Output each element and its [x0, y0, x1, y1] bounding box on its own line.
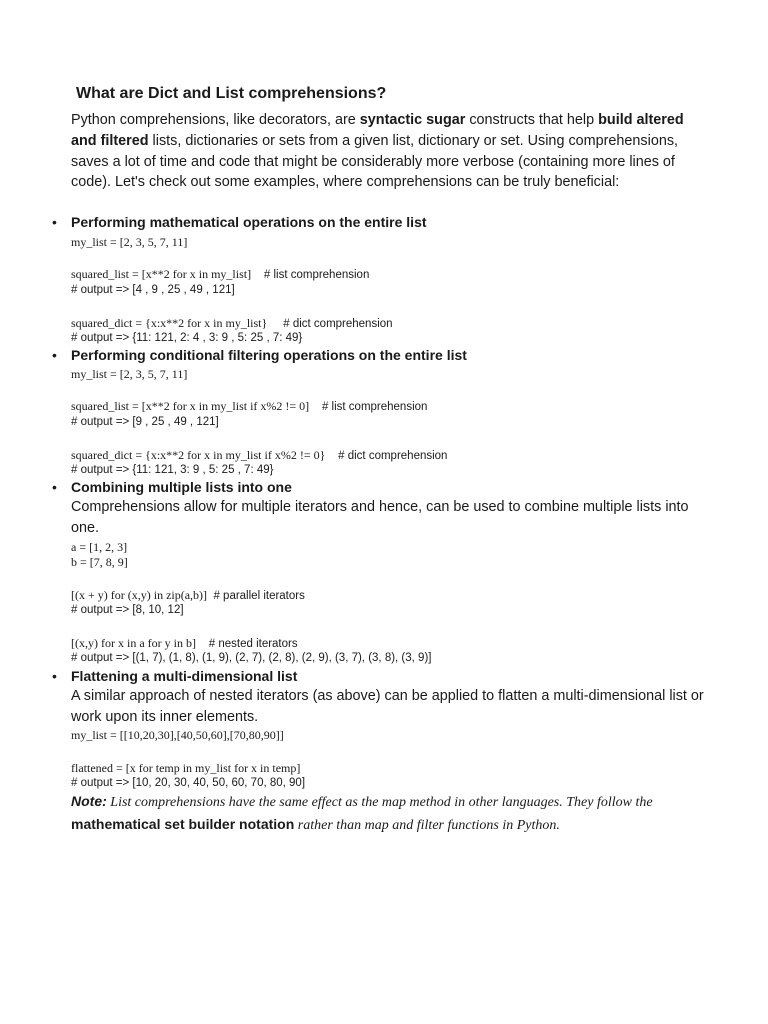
- section-description: Comprehensions allow for multiple iterators and hence, can be used to combine multiple lists into one.: [71, 499, 689, 536]
- output-line: # output => [8, 10, 12]: [71, 604, 184, 616]
- note-text-1: List comprehensions have the same effect as the map method in other languages. They follow the: [106, 795, 653, 810]
- output-line: # output => [10, 20, 30, 40, 50, 60, 70, 80, 90]: [71, 777, 306, 789]
- code-comment: # dict comprehension: [325, 450, 448, 462]
- output-line: # output => {11: 121, 2: 4 , 3: 9 , 5: 25 , 7: 49}: [71, 332, 303, 344]
- code-text: squared_dict = {x:x**2 for x in my_list if x%2 != 0}: [71, 448, 326, 462]
- output-line: # output => {11: 121, 3: 9 , 5: 25 , 7: 49}: [71, 464, 274, 476]
- output-line: # output => [(1, 7), (1, 8), (1, 9), (2, 7), (2, 8), (2, 9), (3, 7), (3, 8), (3, 9)]: [71, 652, 432, 664]
- note-bold: mathematical set builder notation: [71, 815, 295, 832]
- section-title: Performing conditional filtering operations on the entire list: [71, 347, 467, 363]
- bullet-marker: •: [52, 347, 57, 363]
- code-line: my_list = [[10,20,30],[40,50,60],[70,80,90]]: [71, 728, 284, 742]
- output-line: # output => [4 , 9 , 25 , 49 , 121]: [71, 284, 235, 296]
- intro-text-2: constructs that help: [465, 112, 599, 128]
- code-line: [71, 316, 393, 332]
- code-text: squared_list = [x**2 for x in my_list if x%2 != 0]: [71, 399, 310, 413]
- code-line: [71, 267, 369, 283]
- code-line: [71, 636, 298, 652]
- section-description: A similar approach of nested iterators (as above) can be applied to flatten a multi-dimensional list or work upon its inner elements.: [71, 688, 704, 725]
- intro-bold-1: syntactic sugar: [359, 112, 466, 128]
- code-comment: # dict comprehension: [267, 318, 393, 330]
- code-comment: # parallel iterators: [207, 590, 305, 602]
- code-line: [71, 399, 427, 415]
- code-text: squared_dict = {x:x**2 for x in my_list}: [71, 316, 268, 330]
- code-text: squared_list = [x**2 for x in my_list]: [71, 267, 252, 281]
- code-line: b = [7, 8, 9]: [71, 555, 128, 569]
- section-title: Combining multiple lists into one: [71, 479, 292, 495]
- bullet-marker: •: [52, 668, 57, 684]
- intro-text-3: lists, dictionaries or sets from a given list, dictionary or set. Using comprehensions, saves a lot of time and code that might be considerably more verbose (containing more lines of code). Let's check out some examples, where comprehensions can be truly beneficial:: [71, 132, 679, 191]
- code-comment: # nested iterators: [195, 638, 298, 650]
- note-text-2: rather than map and filter functions in Python.: [294, 817, 560, 833]
- code-line: my_list = [2, 3, 5, 7, 11]: [71, 235, 188, 249]
- page-title: What are Dict and List comprehensions?: [76, 85, 387, 102]
- code-line: [71, 588, 305, 604]
- code-line: a = [1, 2, 3]: [71, 540, 128, 554]
- code-text: [(x + y) for (x,y) in zip(a,b)]: [71, 588, 208, 602]
- code-text: [(x,y) for x in a for y in b]: [71, 636, 196, 650]
- intro-text-1: Python comprehensions, like decorators, are: [71, 112, 360, 128]
- bullet-marker: •: [52, 214, 57, 230]
- bullet-marker: •: [52, 479, 57, 495]
- section-title: Flattening a multi-dimensional list: [71, 668, 298, 684]
- section-title: Performing mathematical operations on the entire list: [71, 214, 427, 230]
- intro-paragraph: [71, 110, 711, 193]
- note-label: Note:: [71, 793, 107, 809]
- intro-bold-2: build altered and filtered: [71, 112, 684, 149]
- code-line: [71, 448, 447, 464]
- output-line: # output => [9 , 25 , 49 , 121]: [71, 416, 219, 428]
- note-paragraph: [71, 791, 731, 836]
- code-line: flattened = [x for temp in my_list for x in temp]: [71, 761, 301, 775]
- code-comment: # list comprehension: [309, 401, 428, 413]
- code-line: my_list = [2, 3, 5, 7, 11]: [71, 367, 188, 381]
- code-comment: # list comprehension: [251, 269, 370, 281]
